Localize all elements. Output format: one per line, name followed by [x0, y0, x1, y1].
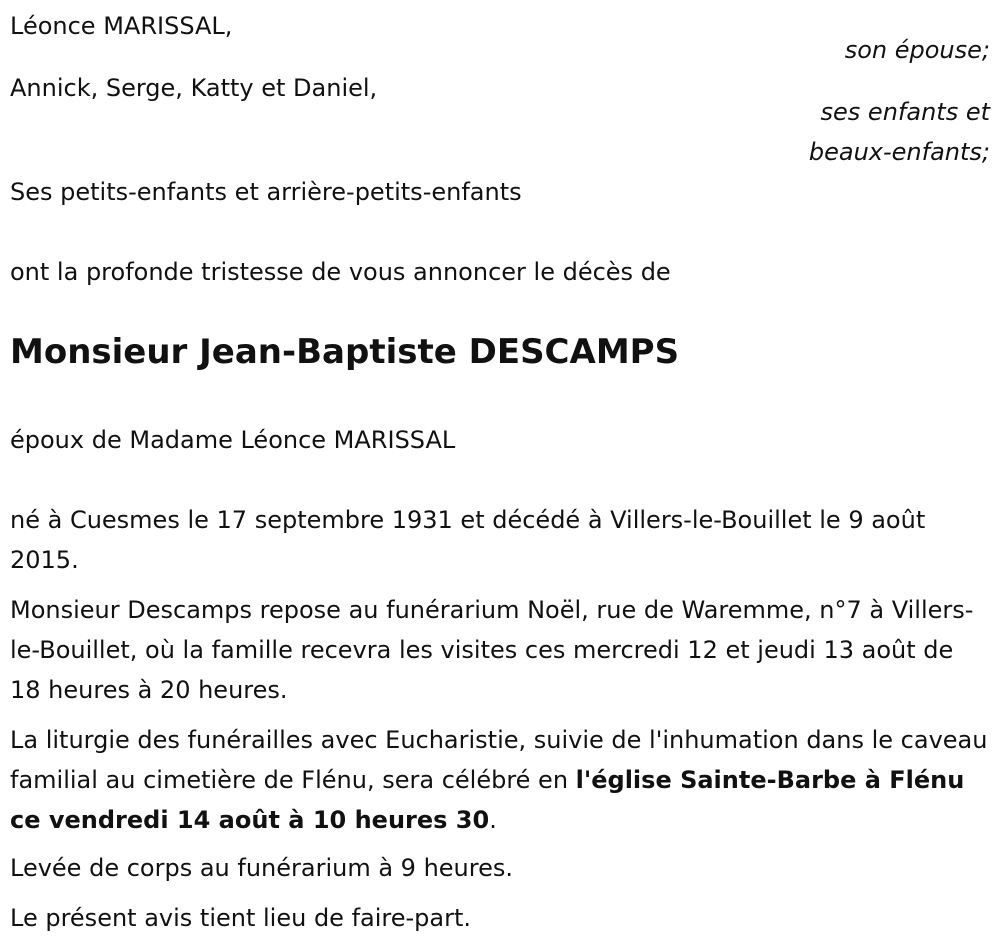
visitation-paragraph: Monsieur Descamps repose au funérarium Noël, rue de Waremme, n°7 à Villers-le-Bouillet, où la famille recevra les visites ces mercredi 12 et jeudi 13 août de 18 heures à 20 heures. — [10, 596, 974, 704]
spouse-of-line: époux de Madame Léonce MARISSAL — [10, 426, 456, 454]
closing-paragraph: Le présent avis tient lieu de faire-part. — [10, 904, 472, 932]
liturgy-end: . — [489, 806, 497, 834]
birth-death-paragraph: né à Cuesmes le 17 septembre 1931 et décédé à Villers-le-Bouillet le 9 août 2015. — [10, 506, 926, 574]
deceased-name: Monsieur Jean-Baptiste DESCAMPS — [10, 332, 680, 372]
children-names-line: Annick, Serge, Katty et Daniel, — [10, 74, 378, 102]
liturgy-location-time: l'église Sainte-Barbe à Flénu ce vendredi 14 août à 10 heures 30 — [10, 766, 965, 834]
grandchildren-line: Ses petits-enfants et arrière-petits-enfants — [10, 178, 522, 206]
liturgy-paragraph — [10, 720, 990, 840]
spouse-name-line: Léonce MARISSAL, — [10, 12, 233, 40]
liturgy-text: La liturgie des funérailles avec Eucharistie, suivie de l'inhumation dans le caveau familial au cimetière de Flénu, sera célébré en — [10, 726, 988, 794]
announcement-line: ont la profonde tristesse de vous annoncer le décès de — [10, 258, 671, 286]
spouse-role: son épouse; — [844, 36, 990, 64]
levee-paragraph: Levée de corps au funérarium à 9 heures. — [10, 854, 513, 882]
children-role: ses enfants et beaux-enfants; — [808, 98, 990, 166]
